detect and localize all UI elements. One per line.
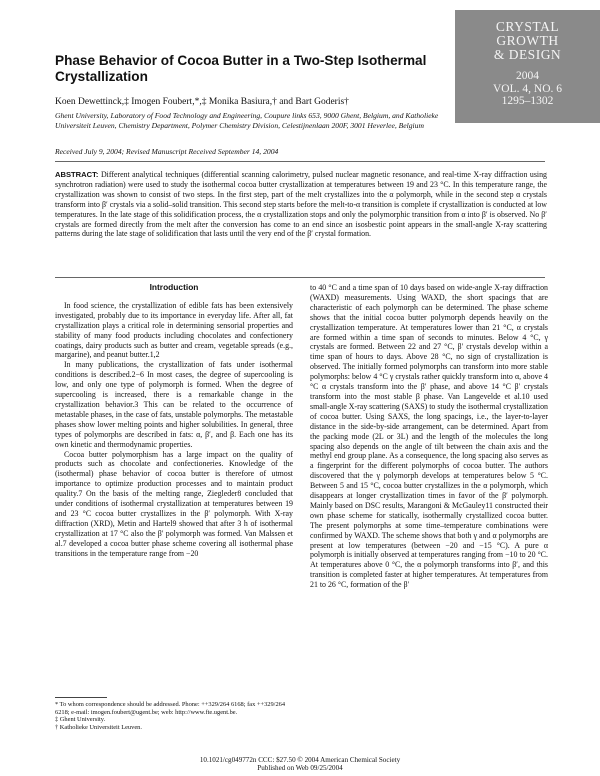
body-column-right bbox=[310, 283, 548, 590]
published-line: Published on Web 09/25/2004 bbox=[257, 764, 343, 773]
section-heading: Introduction bbox=[149, 282, 199, 292]
journal-badge bbox=[455, 10, 600, 123]
abstract bbox=[55, 170, 547, 239]
page-footer bbox=[0, 756, 600, 773]
footnotes bbox=[55, 701, 293, 732]
received-dates: Received July 9, 2004; Revised Manuscript Received September 14, 2004 bbox=[55, 147, 279, 156]
journal-volume: VOL. 4, NO. 6 bbox=[493, 82, 562, 95]
doi-line: 10.1021/cg049772n CCC: $27.50 © 2004 American Chemical Society bbox=[199, 756, 401, 764]
journal-name-line: GROWTH bbox=[496, 33, 559, 48]
author-list: Koen Dewettinck,‡ Imogen Foubert,*,‡ Monika Basiura,† and Bart Goderis† bbox=[55, 97, 349, 107]
divider bbox=[55, 277, 545, 278]
paragraph: Cocoa butter polymorphism has a large impact on the quality of products such as chocolate and confectioneries. Knowledge of the (isothermal) phase behavior of cocoa butter is therefore of utmost importance to optimize production processes and to maintain product quality.7 On the basis of the melting range, Ziegleder8 concluded that under conditions of isothermal crystallization at temperatures between 19 and 23 °C cocoa butter crystallizes in the β′ polymorph. With X-ray diffraction (XRD), Metin and Hartel9 showed that after 3 h of isothermal crystallization at 17 °C also the β′ polymorph was formed. Van Malssen et al.7 developed a cocoa butter phase scheme covering all isothermal phase transitions in the temperature range from −20 bbox=[55, 449, 293, 558]
abstract-text: Different analytical techniques (differential scanning calorimetry, pulsed nuclear magnetic resonance, and real-time X-ray diffraction using synchrotron radiation) were used to study the isothermal cocoa butter crystallization at temperatures between 19 and 23 °C. In this temperature range, the crystallization was shown to consist of two steps. In the first step, part of the melt crystallizes into the α polymorph, while in the second step α crystals transform into β′ crystals via a solid–solid transition. This second step starts before the melt-to-α transition is complete if crystallization is conducted at low temperatures. In the late stage of this solidification process, the α crystallization stops and only the polymorphic transition from α into β′ is observed. No β′ crystals are formed directly from the melt after the conversion has come to an end since an isosbestic point appears in the small-angle X-ray scattering patterns during the late stage of solidification that lasts until the very end of the β′ crystal formation. bbox=[55, 170, 547, 239]
paper-title: Phase Behavior of Cocoa Butter in a Two-Step Isothermal Crystallization bbox=[55, 53, 427, 84]
paragraph: In food science, the crystallization of edible fats has been extensively investigated, probably due to its importance in everyday life. After all, fat crystallization plays a critical role in determining sensorial properties and stability of many food products including chocolates and confectionery coatings, dairy products such as butter and cream, vegetable spreads (e.g., margarine), and peanut butter.1,2 bbox=[55, 300, 293, 360]
paragraph: In many publications, the crystallization of fats under isothermal conditions is described.2−6 In most cases, the degree of supercooling is low, and only one type of polymorph is formed. When the degree of supercooling is increased, there is a remarkable change in the crystallization behavior.3 This can be related to the occurrence of metastable phases, in the case of fats, unstable polymorphs. The metastable phases show lower melting points and higher solubilities. In general, three types of polymorphs are described in fats: α, β′, and β. Each one has its own kinetic and thermodynamic properties. bbox=[55, 360, 293, 449]
journal-name-line: CRYSTAL bbox=[495, 19, 560, 34]
footnote: ‡ Ghent University. bbox=[55, 716, 106, 724]
journal-name bbox=[455, 20, 600, 62]
abstract-label: ABSTRACT: bbox=[55, 170, 99, 179]
divider bbox=[55, 161, 545, 162]
footnote: † Katholieke Universiteit Leuven. bbox=[55, 724, 142, 732]
journal-pages: 1295–1302 bbox=[501, 95, 554, 107]
journal-name-line: & DESIGN bbox=[493, 47, 562, 62]
journal-meta bbox=[455, 70, 600, 108]
paragraph: to 40 °C and a time span of 10 days based on wide-angle X-ray diffraction (WAXD) measurements. Using WAXD, the short spacings that are characteristic of each polymorph can be determined. The phase scheme shows that the initial cocoa butter polymorph depends heavily on the crystallization temperature. At temperatures lower than 21 °C, α crystals are formed within a time span of seconds to minutes. Below 4 °C, γ crystals are formed. Between 22 and 27 °C, β′ crystals develop within a time span of hours to days. Above 28 °C, no sign of crystallization is observed. The initially formed polymorphs can transform into more stable polymorphs: below 4 °C γ crystals rather quickly transform into α, above 4 °C α crystals transform into the β′ phase, and above 14 °C β′ crystals transform into the most stable β phase. Van Langevelde et al.10 used small-angle X-ray scattering (SAXS) to study the isothermal crystallization of cocoa butter. Using SAXS, the long spacings, i.e., the layer-to-layer distance in the side-by-side arrangement, can be determined. Apart from the packing mode (2L or 3L) and the length of the molecules the long spacing also depends on the angle of tilt between the chain axis and the methyl end group plane. As a consequence, the long spacing also serves as a fingerprint for the different polymorphs of cocoa butter. The authors discovered that the γ polymorph develops at temperatures below 5 °C. Between 5 and 15 °C, cocoa butter crystallizes in the α polymorph, which disappears at longer crystallization times in favor of the β′ polymorph. Mainly based on DSC results, Marangoni & McGauley11 constructed their own phase scheme for statically, isothermally crystallized cocoa butter. The present polymorphs at some time–temperature combinations were confirmed by WAXD. The scheme shows that both γ and α polymorphs are present at low temperatures (between −20 and −15 °C). A pure α polymorph is initially observed at temperatures ranging from −10 to 20 °C. At temperatures above 0 °C, the α polymorph transforms into β′, and this transition is completed faster at higher temperatures. At temperatures from 21 to 26 °C, formation of the β′ bbox=[310, 283, 548, 590]
footnote-divider bbox=[55, 697, 107, 698]
body-column-left bbox=[55, 283, 293, 558]
journal-year: 2004 bbox=[516, 70, 539, 82]
footnote: * To whom correspondence should be addressed. Phone: ++329/264 6168; fax ++329/264 6218; e-mail: imogen.foubert@ugent.be; web: http://www.fte.ugent.be. bbox=[55, 701, 286, 716]
affiliations: Ghent University, Laboratory of Food Technology and Engineering, Coupure links 653, 9000 Ghent, Belgium, and Katholieke Universiteit Leuven, Chemistry Department, Polymer Chemistry Division, Celestijnenlaan 200F, 3001 Heverlee, Belgium bbox=[55, 111, 439, 130]
